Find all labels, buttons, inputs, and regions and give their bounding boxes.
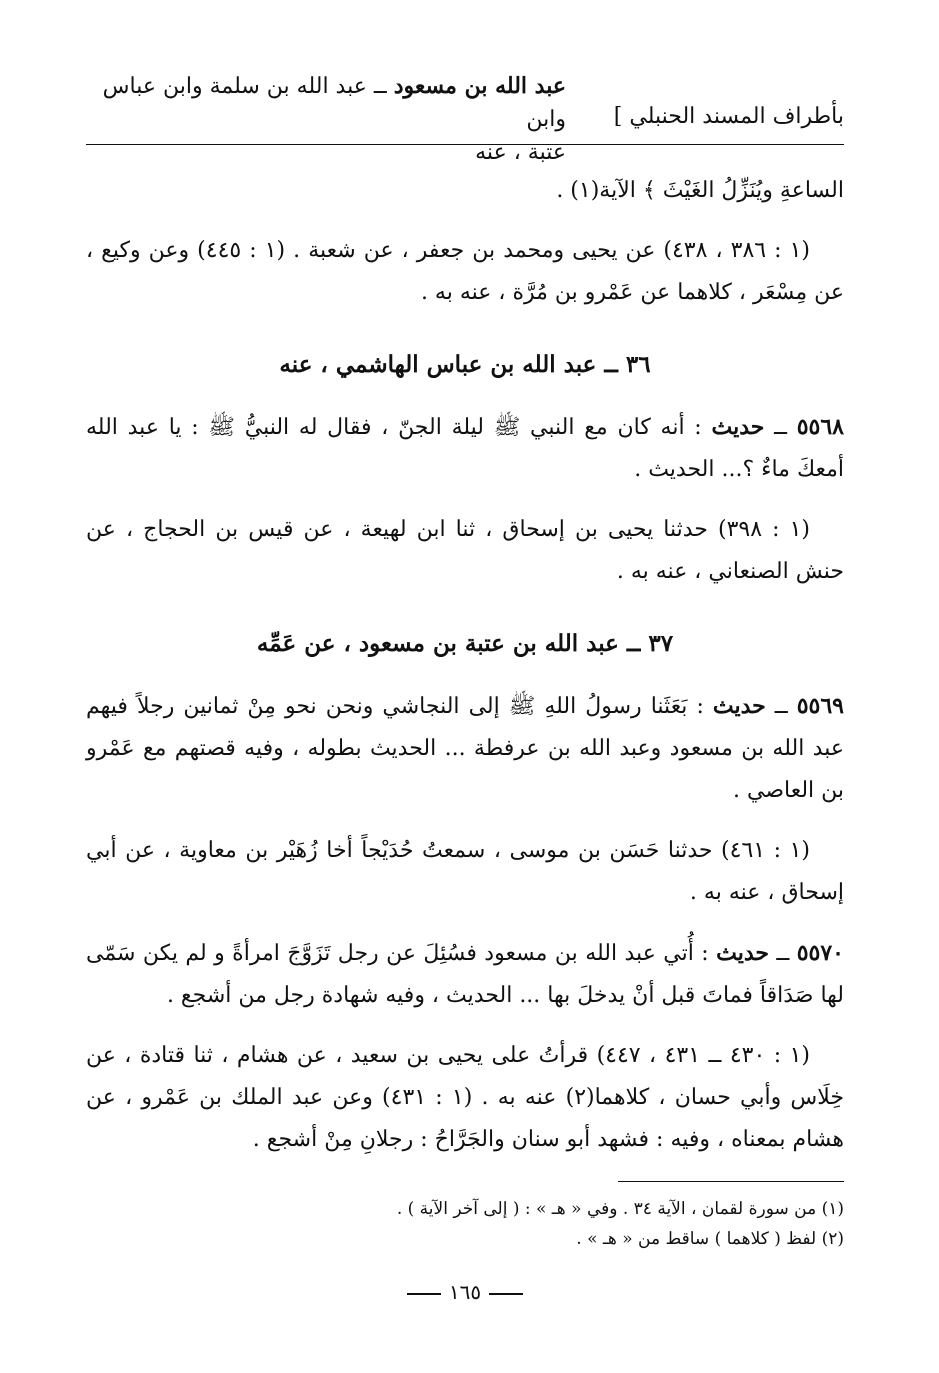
hadith-text: : أُتي عبد الله بن مسعود فسُئِلَ عن رجل تَزَوَّجَ امرأةً و لم يكن سَمّى لها صَدَاقاً فماتَ قبل أنْ يدخلَ بها ... الحديث ، وفيه شهادة رجل من أشجع . xyxy=(86,941,844,1008)
paragraph-verse-end: الساعةِ ويُنَزِّلُ الغَيْثَ ﴾ الآية(١) . xyxy=(556,178,844,203)
hadith-number: ٥٥٦٩ xyxy=(796,693,844,719)
footnote-2: (٢) لفظ ( كلاهما ) ساقط من « هـ » . xyxy=(576,1229,844,1249)
footnote-divider xyxy=(618,1181,844,1182)
page-header xyxy=(86,70,844,165)
header-line-1-rest: ــ عبد الله بن سلمة وابن عباس وابن xyxy=(102,74,566,132)
header-book-title: بأطراف المسند الحنبلي ] xyxy=(613,104,844,129)
section-heading-36: ٣٦ ــ عبد الله بن عباس الهاشمي ، عنه xyxy=(279,351,651,378)
section-heading-37: ٣٧ ــ عبد الله بن عتبة بن مسعود ، عن عَمِّه xyxy=(256,630,674,657)
header-bold-name: عبد الله بن مسعود xyxy=(393,73,566,99)
footnotes xyxy=(86,1194,844,1254)
page-number-dash xyxy=(489,1293,523,1295)
hadith-5568: ٥٥٦٨ ــ حديث : أنه كان مع النبي ﷺ ليلة الجنّ ، فقال له النبيُّ ﷺ : يا عبد الله أمعكَ ماءٌ ؟... الحديث . xyxy=(86,414,844,482)
paragraph-isnad-1: (١ : ٣٨٦ ، ٤٣٨) عن يحيى ومحمد بن جعفر ، عن شعبة . (١ : ٤٤٥) وعن وكيع ، عن مِسْعَر ، كلاهما عن عَمْرو بن مُرَّة ، عنه به . xyxy=(86,238,844,305)
page-number-value: ١٦٥ xyxy=(448,1280,482,1304)
hadith-label: حديث xyxy=(711,414,765,440)
page-body xyxy=(86,170,844,1161)
footnote-1: (١) من سورة لقمان ، الآية ٣٤ . وفي « هـ » : ( إلى آخر الآية ) . xyxy=(396,1199,844,1219)
hadith-5569: ٥٥٦٩ ــ حديث : بَعَثَنا رسولُ اللهِ ﷺ إلى النجاشي ونحن نحو مِنْ ثمانين رجلاً فيهم عبد الله بن مسعود وعبد الله بن عرفطة ... الحديث بطوله ، وفيه قصتهم مع عَمْرو بن العاصي . xyxy=(86,693,844,803)
page-number xyxy=(86,1280,844,1304)
header-section-title xyxy=(86,70,566,169)
book-page xyxy=(86,70,844,1304)
hadith-number: ٥٥٦٨ xyxy=(796,414,844,440)
hadith-5570: ٥٥٧٠ ــ حديث : أُتي عبد الله بن مسعود فسُئِلَ عن رجل تَزَوَّجَ امرأةً و لم يكن سَمّى لها صَدَاقاً فماتَ قبل أنْ يدخلَ بها ... الحديث ، وفيه شهادة رجل من أشجع . xyxy=(86,940,844,1008)
page-number-dash xyxy=(407,1293,441,1295)
paragraph-isnad-4: (١ : ٤٣٠ ــ ٤٣١ ، ٤٤٧) قرأتُ على يحيى بن سعيد ، عن هشام ، ثنا قتادة ، عن خِلَاس وأبي حسان ، كلاهما(٢) عنه به . (١ : ٤٣١) وعن عبد الملك بن عَمْرو ، عن هشام بمعناه ، وفيه : فشهد أبو سنان والجَرَّاحُ : رجلانِ مِنْ أشجع . xyxy=(86,1043,844,1152)
hadith-number: ٥٥٧٠ xyxy=(796,940,844,966)
header-line-1 xyxy=(86,70,566,136)
paragraph-isnad-3: (١ : ٤٦١) حدثنا حَسَن بن موسى ، سمعتُ حُدَيْجاً أخا زُهَيْر بن معاوية ، عن أبي إسحاق ، عنه به . xyxy=(86,838,844,905)
paragraph-isnad-2: (١ : ٣٩٨) حدثنا يحيى بن إسحاق ، ثنا ابن لهيعة ، عن قيس بن الحجاج ، عن حنش الصنعاني ، عنه به . xyxy=(86,517,844,584)
header-divider xyxy=(86,144,844,145)
hadith-text: : أنه كان مع النبي ﷺ ليلة الجنّ ، فقال له النبيُّ ﷺ : يا عبد الله أمعكَ ماءٌ ؟... الحديث . xyxy=(86,415,844,482)
hadith-label: حديث xyxy=(712,693,766,719)
hadith-text: : بَعَثَنا رسولُ اللهِ ﷺ إلى النجاشي ونحن نحو مِنْ ثمانين رجلاً فيهم عبد الله بن مسعود وعبد الله بن عرفطة ... الحديث بطوله ، وفيه قصتهم مع عَمْرو بن العاصي . xyxy=(86,694,844,803)
header-line-2: عتبة ، عنه xyxy=(475,140,566,165)
hadith-label: حديث xyxy=(716,940,769,966)
